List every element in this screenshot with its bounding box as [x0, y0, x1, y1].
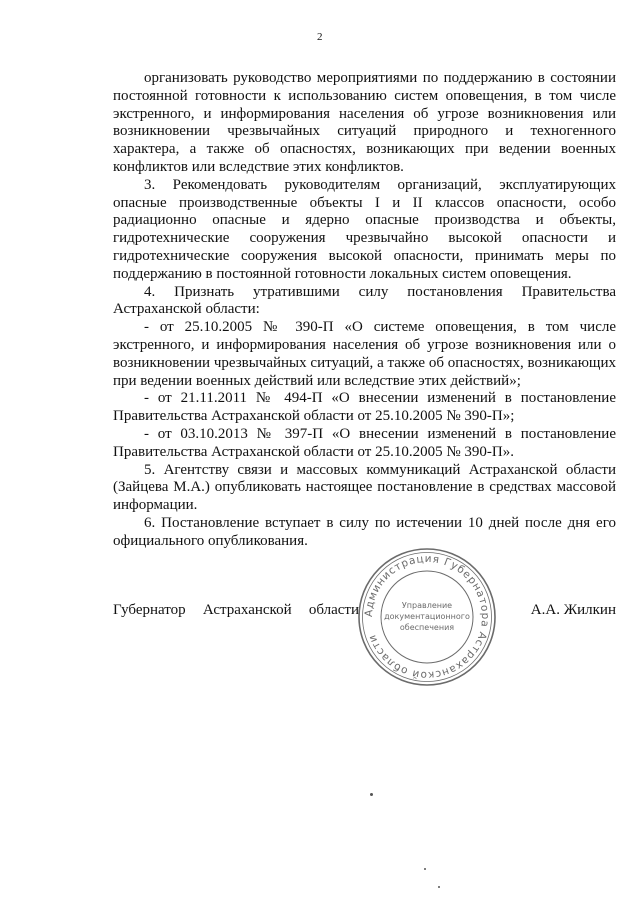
stamp-center-line-3: обеспечения: [399, 623, 455, 632]
official-stamp: [356, 546, 498, 688]
paragraph-3: 4. Признать утратившими силу постановления Правительства Астраханской области:: [113, 283, 616, 318]
stamp-center-line-1: Управление: [401, 601, 453, 610]
scan-speck-2: [424, 868, 426, 870]
paragraph-1: организовать руководство мероприятиями по поддержанию в состоянии постоянной готовности к использованию систем оповещения, в том числе экстренного, и информирования населения об угрозе возникновения или возникновении чрезвычайных ситуаций природного и техногенного характера, а также об опасностях, возникающих при ведении военных конфликтов или вследствие этих конфликтов.: [113, 70, 616, 175]
paragraph-6: - от 03.10.2013 № 397-П «О внесении изменений в постановление Правительства Астраханской области от 25.10.2005 № 390-П».: [113, 425, 616, 460]
signatory-name: А.А. Жилкин: [530, 602, 616, 618]
document-body: [113, 70, 616, 551]
stamp-ring-text: Администрация Губернатора Астраханской области: [362, 552, 492, 682]
paragraph-8: 6. Постановление вступает в силу по истечении 10 дней после дня его официального опубликования.: [113, 514, 616, 549]
paragraph-4: - от 25.10.2005 № 390-П «О системе оповещения, в том числе экстренного, и информирования населения об угрозе возникновения или о возникновении чрезвычайных ситуаций, а также об опасностях, возникающих при ведении военных действий или вследствие этих действий»;: [113, 319, 616, 389]
paragraph-2: 3. Рекомендовать руководителям организаций, эксплуатирующих опасные производственные объекты I и II классов опасности, особо радиационно опасные и ядерно опасные производства и объекты, гидротехнические сооружения чрезвычайно высокой опасности и гидротехнические сооружения высокой опасности, принимать меры по поддержанию в постоянной готовности локальных систем оповещения.: [113, 176, 616, 282]
stamp-center-line-2: документационного: [384, 612, 470, 621]
scan-speck-3: [438, 886, 440, 888]
paragraph-7: 5. Агентству связи и массовых коммуникаций Астраханской области (Зайцева М.А.) опубликовать настоящее постановление в средствах массовой информации.: [113, 461, 616, 514]
scan-speck: [370, 793, 373, 796]
page-number: 2: [317, 31, 323, 43]
signatory-title: Губернатор Астраханской области: [113, 602, 359, 618]
paragraph-5: - от 21.11.2011 № 494-П «О внесении изменений в постановление Правительства Астраханской области от 25.10.2005 № 390-П»;: [113, 390, 616, 425]
